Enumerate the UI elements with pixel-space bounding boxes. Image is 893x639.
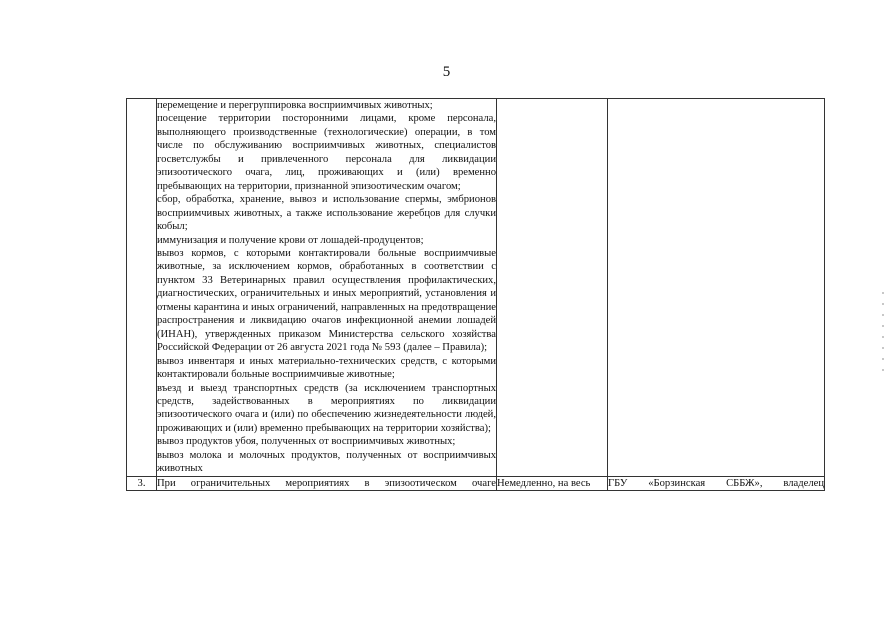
page-number: 5 (442, 64, 451, 80)
table-row (127, 99, 825, 477)
responsible-cell: ГБУ «Борзинская СББЖ», владелец (608, 477, 824, 489)
timing-cell: Немедленно, на весь (497, 476, 608, 490)
responsible-cell (608, 99, 825, 477)
measure-item: въезд и выезд транспортных средств (за исключением транспортных средств, задействованных в мероприятиях по ликвидации эпизоотического очага и (или) по обеспечению жизнедеятельности людей, проживающих и (или) временно пребывающих на территории хозяйства); (157, 382, 496, 434)
scan-artifact-marks (882, 292, 886, 380)
measures-cell (157, 99, 497, 477)
measure-item: перемещение и перегруппировка восприимчивых животных; (157, 100, 433, 111)
measure-item: вывоз продуктов убоя, полученных от восприимчивых животных; (157, 436, 456, 448)
row-number-cell (127, 99, 157, 477)
table-row (127, 476, 825, 490)
measures-table (126, 98, 825, 491)
measure-item: посещение территории посторонними лицами, кроме персонала, выполняющего производственные (технологические) операции, в том числе по обслуживанию восприимчивых животных, специалистов госветслужбы и привлеченного персонала для ликвидации эпизоотического очага, лиц, проживающих и (или) временно пребывающих на территории, признанной эпизоотическим очагом; (157, 113, 496, 192)
measure-item: вывоз инвентаря и иных материально-технических средств, с которыми контактировали больные восприимчивые животные; (157, 355, 496, 381)
measure-item: сбор, обработка, хранение, вывоз и использование спермы, эмбрионов восприимчивых животных, а также использование жеребцов для случки кобыл; (157, 194, 496, 233)
row-number-cell: 3. (127, 476, 157, 490)
measure-item: вывоз молока и молочных продуктов, полученных от восприимчивых животных (157, 449, 496, 475)
measure-item: иммунизация и получение крови от лошадей-продуцентов; (157, 234, 424, 246)
timing-cell (497, 99, 608, 477)
measures-cell: При ограничительных мероприятиях в эпизоотическом очаге (157, 477, 496, 489)
measure-item: вывоз кормов, с которыми контактировали больные восприимчивые животные, за исключением кормов, обработанных в соответствии с пунктом 33 Ветеринарных правил осуществления профилактических, диагностических, ограничительных и иных мероприятий, установления и отмены карантина и иных ограничений, направленных на предотвращение распространения и ликвидацию очагов инфекционной анемии лошадей (ИНАН), утвержденных приказом Министерства сельского хозяйства Российской Федерации от 26 августа 2021 года № 593 (далее – Правила); (157, 247, 496, 354)
